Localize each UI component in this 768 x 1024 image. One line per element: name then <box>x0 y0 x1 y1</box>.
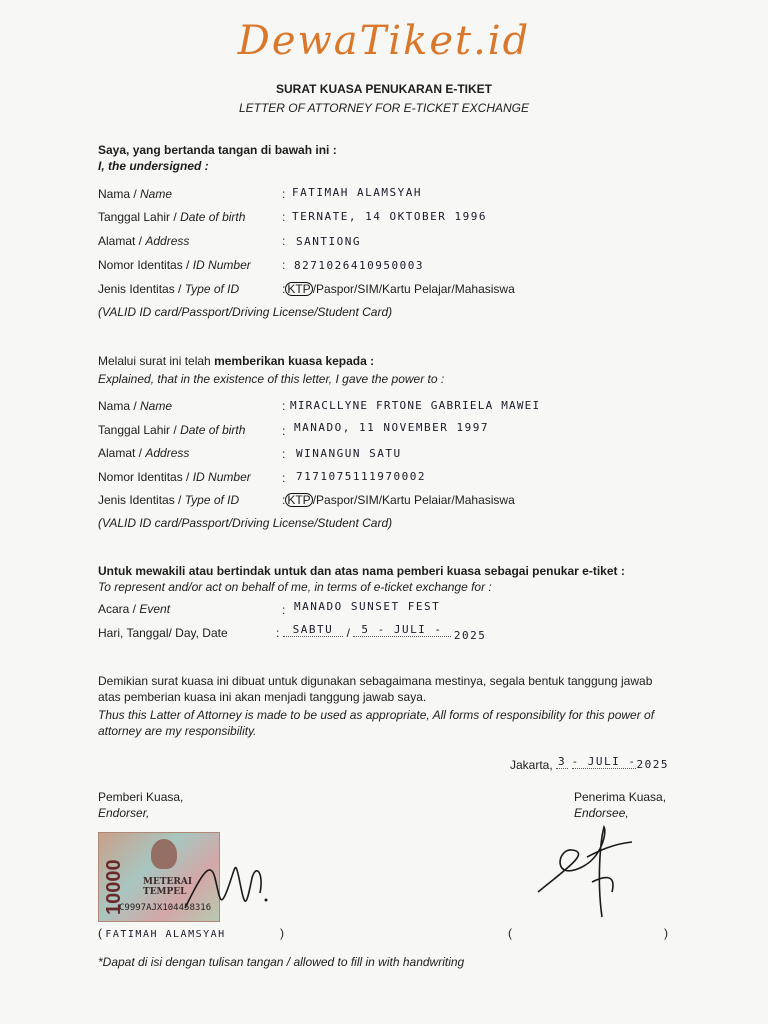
document-subtitle: LETTER OF ATTORNEY FOR E-TICKET EXCHANGE <box>238 101 530 115</box>
handwriting-footnote: *Dapat di isi dengan tulisan tangan / allowed to fill in with handwriting <box>98 955 465 969</box>
stamp-value: 10000 <box>103 859 125 915</box>
colon: : <box>282 471 286 485</box>
date-label: Hari, Tanggal/ Day, Date <box>98 626 228 640</box>
grantee-id-note: (VALID ID card/Passport/Driving License/Student Card) <box>98 516 393 530</box>
field-label: Nama / Name <box>98 399 173 413</box>
grantor-id-number-value: 8271026410950003 <box>294 259 424 272</box>
grantor-address-value: SANTIONG <box>296 235 361 248</box>
colon: : <box>282 258 286 272</box>
endorsee-signature <box>532 822 642 922</box>
grantee-intro-en: Explained, that in the existence of this letter, I gave the power to : <box>98 372 445 386</box>
field-label: Tanggal Lahir / Date of birth <box>98 210 246 224</box>
endorser-label-id: Pemberi Kuasa, <box>98 790 184 804</box>
event-day: SABTU <box>283 623 344 637</box>
event-daymonth: 5 - JULI - <box>353 623 450 637</box>
endorsee-label-en: Endorsee, <box>574 806 629 820</box>
grantee-id-number-value: 7171075111970002 <box>296 470 426 483</box>
colon: : <box>282 424 286 438</box>
sign-year: 2025 <box>636 758 669 771</box>
grantor-id-note: (VALID ID card/Passport/Driving License/Student Card) <box>98 305 393 319</box>
grantee-address-value: WINANGUN SATU <box>296 447 402 460</box>
closing-paragraph-id: Demikian surat kuasa ini dibuat untuk digunakan sebagaimana mestinya, segala bentuk tanggung jawab atas pemberian kuasa ini akan menjadi tanggung jawab saya. <box>98 674 653 704</box>
document-title: SURAT KUASA PENUKARAN E-TIKET <box>276 82 492 96</box>
field-label: Alamat / Address <box>98 446 190 460</box>
colon: : <box>282 399 286 413</box>
grantee-intro-id: Melalui surat ini telah memberikan kuasa kepada : <box>98 354 375 368</box>
field-label: Nomor Identitas / ID Number <box>98 258 251 272</box>
ktp-circled: KTP <box>287 493 311 507</box>
colon: : <box>282 187 286 201</box>
field-label: Nama / Name <box>98 187 173 201</box>
grantee-id-type-value: : KTP /Paspor/SIM/Kartu Pelaiar/Mahasiswa <box>282 493 515 507</box>
grantor-intro-id: Saya, yang bertanda tangan di bawah ini : <box>98 143 337 157</box>
event-label: Acara / Event <box>98 602 171 616</box>
place-date: Jakarta, 3 - JULI - 2025 <box>510 755 669 772</box>
event-intro-en: To represent and/or act on behalf of me, in terms of e-ticket exchange for : <box>98 580 492 594</box>
garuda-emblem-icon <box>151 839 177 869</box>
event-value: MANADO SUNSET FEST <box>294 600 441 613</box>
sign-day: 3 <box>558 755 567 768</box>
field-label: Jenis Identitas / Type of ID <box>98 493 240 507</box>
stamp-text: METERAI TEMPEL <box>143 877 193 897</box>
grantor-id-type-value: : KTP /Paspor/SIM/Kartu Pelajar/Mahasiswa <box>282 282 515 296</box>
event-intro-id: Untuk mewakili atau bertindak untuk dan atas nama pemberi kuasa sebagai penukar e-tiket : <box>98 564 625 578</box>
endorser-name: FATIMAH ALAMSYAH <box>105 929 226 940</box>
colon: : <box>282 603 286 617</box>
colon: : <box>282 210 286 224</box>
closing-paragraph-en: Thus this Latter of Attorney is made to be used as appropriate, All forms of responsibility for this power of attorney are my responsibility. <box>98 708 655 738</box>
grantor-intro-en: I, the undersigned : <box>98 159 209 173</box>
endorser-signature <box>180 848 270 918</box>
field-label: Jenis Identitas / Type of ID <box>98 282 240 296</box>
endorser-name-line: ( FATIMAH ALAMSYAH ) <box>98 926 284 940</box>
grantee-name-value: MIRACLLYNE FRTONE GABRIELA MAWEI <box>290 399 541 412</box>
dewatiket-logo: DewaTiket.id <box>237 18 531 64</box>
colon: : <box>282 447 286 461</box>
grantor-name-value: FATIMAH ALAMSYAH <box>292 186 422 199</box>
grantee-birth-value: MANADO, 11 NOVEMBER 1997 <box>294 421 489 434</box>
field-label: Alamat / Address <box>98 234 190 248</box>
endorsee-name-line: ( ) <box>508 926 668 940</box>
ktp-circled: KTP <box>287 282 311 296</box>
field-label: Tanggal Lahir / Date of birth <box>98 423 246 437</box>
sign-month: - JULI - <box>571 755 637 768</box>
colon: : <box>282 234 286 248</box>
event-year: 2025 <box>453 629 487 642</box>
grantor-birth-value: TERNATE, 14 OKTOBER 1996 <box>292 210 487 223</box>
event-date-value: : SABTU / 5 - JULI - 2025 <box>276 623 487 642</box>
stamp-code: C9997AJX104458316 <box>119 903 212 913</box>
endorser-label-en: Endorser, <box>98 806 150 820</box>
endorsee-label-id: Penerima Kuasa, <box>574 790 667 804</box>
field-label: Nomor Identitas / ID Number <box>98 470 251 484</box>
